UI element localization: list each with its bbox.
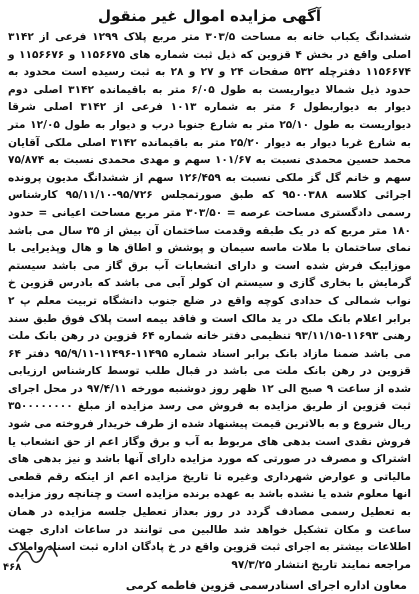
notice-body: ششدانگ یکباب خانه به مساحت ۳۰۳/۵ متر مربع پلاک ۱۲۹۹ فرعی از ۳۱۴۲ اصلی واقع در بخش ۴ قزوین که ذیل ثبت شماره های ۱۱۵۶۶۷۵ و ۱۱۵۶۶۷۶ و ۱۱۵۶۶۷۴ دفترچله ۵۳۲ صفحات ۲۴ و ۲۷ و ۲۸ به ثبت رسیده است محدود به حدود ذیل شمالا دیواریست به طول ۶/۰۵ متر به باقیمانده ۳۱۴۲ اصلی دوم دیوار به دیواربطول ۶ متر به شماره ۱۰۱۳ فرعی از ۳۱۴۲ اصلی شرقا دیواریست به طول ۲۵/۱۰ متر به شارع جنوبا درب و دیوار به طول ۱۲/۰۵ متر به شارع غربا دیوار به دیوار ۲۵/۲۰ متر به باقیمانده ۳۱۴۲ اصلی ملکی آقایان محمد حسین محمدی نسبت به ۱۰۱/۶۷ سهم و مهدی محمدی نسبت به ۷۵/۸۷۴ سهم و خانم گل گز ملکی نسبت به ۱۲۶/۴۵۹ سهم از ششدانگ مدیون پرونده اجرائی کلاسه ۹۵۰۰۳۸۸ که طبق صورتمجلس ۹۵/۷۲۶-۹۵/۱۱/۱۰ کارشناس رسمی دادگستری مساحت عرصه = ۳۰۳/۵۰ متر مربع مساحت اعیانی = حدود ۱۸۰ متر مربع که در یک طبقه وقدمت ساختمان آن بیش از ۳۵ سال می باشد نمای ساختمان با ملات ماسه سیمان و پوشش و اطاق ها و هال وپذیرایی با موزاییک فرش شده است و دارای انشعابات آب برق گاز می باشد سیستم گرمایش با بخاری گازی و سیستم ان کولر آبی می باشد که بادرس قزوین خ نواب شمالی ک حدادی کوچه واقع در ضلع جنوب دانشگاه تربیت معلم پ ۲ برابر اعلام بانک ملک در ید مالک است و فاقد بیمه است پلاک فوق طبق سند رهنی ۱۱۶۹۳-۹۳/۱۱/۱۵ تنظیمی دفتر خانه شماره ۶۴ قزوین در رهن بانک ملت می باشد ضمنا مازاد بانک برابر اسناد شماره ۱۱۴۹۵-۱۱۴۹۶-۹۵/۹/۱۱ دفتر ۶۴ قزوین در رهن بانک ملت می باشد در قبال طلب توسط کارشناس ارزیابی شده از ساعت ۹ صبح الی ۱۲ ظهر روز دوشنبه مورخه ۹۷/۴/۱۱ در محل اجرای ثبت قزوین از طریق مزایده به فروش می رسد مزایده از مبلغ ۳۵۰۰۰۰۰۰۰۰ ریال شروع و به بالاترین قیمت پیشنهاد شده از طرف خریدار فروخته می شود فروش نقدی است بدهی های مربوط به آب و برق وگاز اعم از حق انشعاب یا اشتراک و مصرف در صورتی که مورد مزایده دارای آنها باشد و نیز بدهی های مالیاتی و عوارض شهرداری وغیره تا تاریخ مزایده اعم از اینکه رقم قطعی انها معلوم شده یا نشده باشد به عهده برنده مزایده است و چنانچه روز مزایده به تعطیل رسمی مصادف گردد در روز بعداز تعطیل جلسه مزایده در همان ساعت و مکان تشکیل خواهد شد طالبین می توانند در ساعات اداری جهت اطلاعات بیشتر به اجرای ثبت قزوین واقع در خ پادگان اداره ثبت اسناد واملاک مراجعه نمایند تاریخ انتشار ۹۷/۳/۲۵ [8,31,412,571]
reference-number: ۴۶۸ [3,562,22,573]
notice-signature: معاون اداره اجرای اسنادرسمی قزوین فاطمه کرمی [125,579,407,593]
notice-title: آگهی مزایده اموال غیر منقول [97,7,322,25]
